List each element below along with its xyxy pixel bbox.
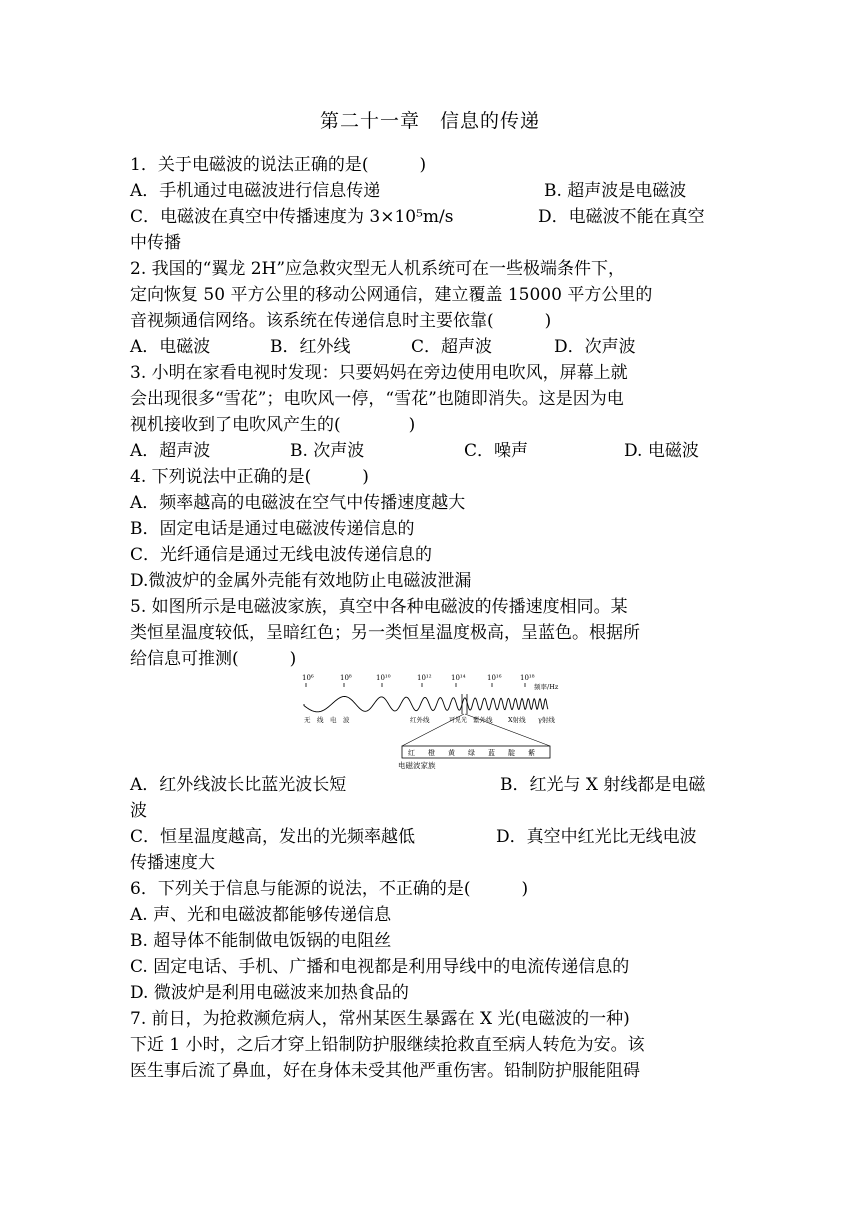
q6-option-d: D. 微波炉是利用电磁波来加热食品的 [130,983,409,1003]
q2-option-d: D．次声波 [554,337,636,357]
q5-option-a: A．红外线波长比蓝光波长短 [130,775,347,795]
q7-stem-line2: 下近 1 小时，之后才穿上铅制防护服继续抢救直至病人转危为安。该 [130,1035,645,1055]
chapter-title: 第二十一章 信息的传递 [319,110,540,132]
label-visible: 可见光 [449,717,468,724]
em-wave-path [304,696,548,711]
q7-stem-line3: 医生事后流了鼻血，好在身体未受其他严重伤害。铅制防护服能阻碍 [130,1061,640,1081]
freq-tick-5: 10¹⁴ [451,674,466,682]
q2-option-c: C．超声波 [411,337,493,357]
q5-option-b-cont: 波 [130,801,147,821]
q2-stem-line1: 2. 我国的“翼龙 2H”应急救灾型无人机系统可在一些极端条件下， [130,259,626,279]
freq-tick-3: 10¹⁰ [376,674,391,682]
q6-stem: 6．下列关于信息与能源的说法，不正确的是( ) [130,879,529,899]
freq-tick-1: 10⁶ [302,674,314,682]
q2-stem-line2: 定向恢复 50 平方公里的移动公网通信，建立覆盖 15000 平方公里的 [130,285,653,305]
color-orange: 橙 [428,749,435,757]
q3-option-a: A．超声波 [130,441,211,461]
q3-option-c: C．噪声 [464,441,529,461]
q1-stem: 1．关于电磁波的说法正确的是( ) [130,155,427,175]
q4-option-b: B．固定电话是通过电磁波传递信息的 [130,519,415,539]
label-uv: 紫外线 [473,716,493,724]
freq-tick-2: 10⁸ [340,674,352,682]
q6-option-a: A. 声、光和电磁波都能够传递信息 [130,905,392,925]
label-infrared: 红外线 [410,716,430,724]
q4-option-c: C．光纤通信是通过无线电波传递信息的 [130,545,433,565]
q3-option-b: B. 次声波 [290,441,365,461]
q5-option-c: C．恒星温度越高，发出的光频率越低 [130,827,416,847]
color-red: 红 [408,749,415,757]
q3-stem-line3: 视机接收到了电吹风产生的( ) [130,415,416,435]
freq-unit-label: 频率/Hz [534,683,559,691]
q1-option-d: D．电磁波不能在真空 [538,207,705,227]
q5-stem-line2: 类恒星温度较低，呈暗红色；另一类恒星温度极高，呈蓝色。根据所 [130,623,640,643]
figure-caption: 电磁波家族 [398,761,436,770]
freq-tick-4: 10¹² [417,674,432,682]
q5-option-d-cont: 传播速度大 [130,853,215,873]
color-yellow: 黄 [448,749,455,757]
q6-option-c: C. 固定电话、手机、广播和电视都是利用导线中的电流传递信息的 [130,957,630,977]
q1-option-a: A．手机通过电磁波进行信息传递 [130,181,381,201]
q5-option-b: B．红光与 X 射线都是电磁 [500,775,706,795]
q2-stem-line3: 音视频通信网络。该系统在传递信息时主要依靠( ) [130,311,552,331]
em-spectrum-figure [302,672,567,772]
question-list [130,152,740,1084]
q5-option-d: D．真空中红光比无线电波 [496,827,697,847]
label-radio: 无 线 电 波 [304,716,350,724]
q4-stem: 4. 下列说法中正确的是( ) [130,467,369,487]
q5-stem-line3: 给信息可推测( ) [130,649,297,669]
q2-option-b: B．红外线 [270,337,351,357]
q3-stem-line2: 会出现很多“雪花”；电吹风一停，“雪花”也随即消失。这是因为电 [130,389,624,409]
q1-option-b: B. 超声波是电磁波 [544,181,687,201]
q1-option-d-cont: 中传播 [130,233,181,253]
label-gamma: γ射线 [538,716,555,724]
q3-option-d: D. 电磁波 [624,441,699,461]
color-violet: 紫 [528,749,535,757]
freq-tick-6: 10¹⁶ [487,674,502,682]
q7-stem-line1: 7. 前日，为抢救濒危病人，常州某医生暴露在 X 光(电磁波的一种) [130,1009,630,1029]
q3-stem-line1: 3. 小明在家看电视时发现：只要妈妈在旁边使用电吹风，屏幕上就 [130,363,628,383]
q2-option-a: A．电磁波 [130,337,211,357]
color-blue: 蓝 [488,749,495,757]
color-green: 绿 [468,749,475,757]
q1-option-c: C．电磁波在真空中传播速度为 3×10⁵m/s [130,207,454,227]
q4-option-a: A．频率越高的电磁波在空气中传播速度越大 [130,493,466,513]
q4-option-d: D.微波炉的金属外壳能有效地防止电磁波泄漏 [130,571,472,591]
freq-tick-7: 10¹⁸ [520,674,535,682]
em-spectrum-diagram [302,672,567,772]
q5-stem-line1: 5. 如图所示是电磁波家族，真空中各种电磁波的传播速度相同。某 [130,597,628,617]
label-xray: X射线 [508,716,526,724]
q6-option-b: B. 超导体不能制做电饭锅的电阻丝 [130,931,392,951]
color-indigo: 靛 [508,749,515,757]
